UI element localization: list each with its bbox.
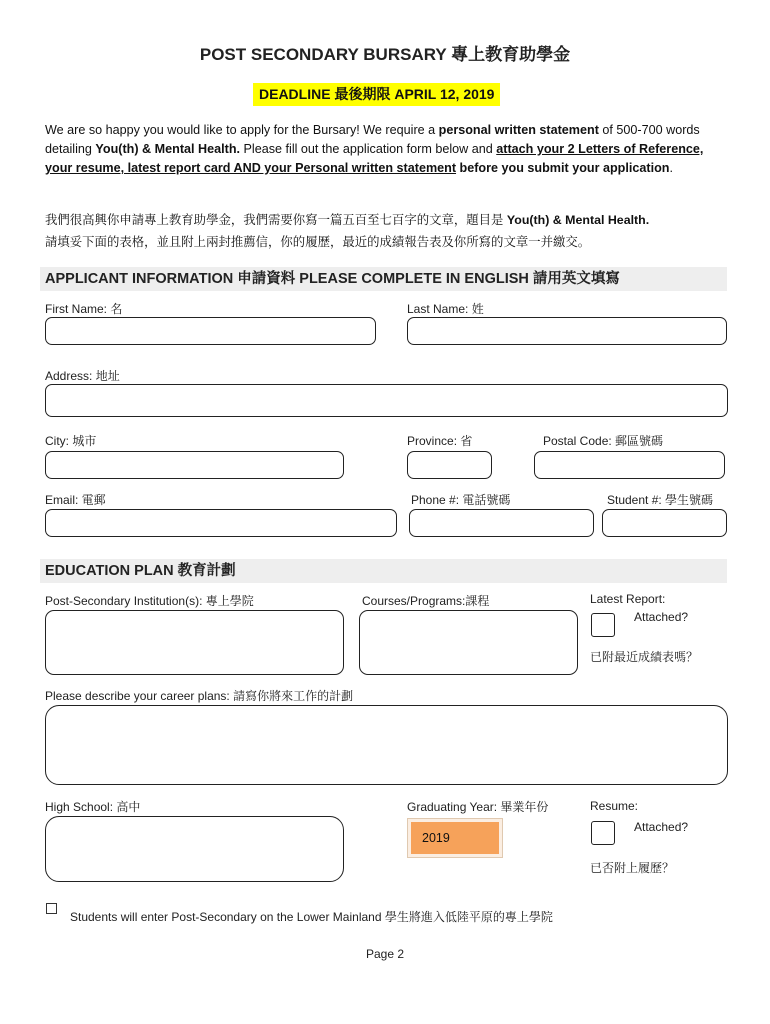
latest-report-checkbox[interactable] <box>591 613 615 637</box>
graduating-year-value: 2019 <box>411 822 499 854</box>
resume-chinese-label: 已否附上履歷？ <box>590 861 675 875</box>
intro-text: . <box>669 161 673 175</box>
institution-field[interactable] <box>45 610 344 675</box>
intro-paragraph <box>45 121 727 178</box>
city-label: City: 城市 <box>45 434 97 448</box>
phone-label: Phone #: 電話號碼 <box>411 493 511 507</box>
intro-bold-statement: personal written statement <box>438 123 599 137</box>
intro-bold-submit: before you submit your application <box>456 161 670 175</box>
email-label: Email: 電郵 <box>45 493 106 507</box>
deadline-banner: DEADLINE 最後期限 APRIL 12, 2019 <box>253 83 500 106</box>
mainland-label: Students will enter Post-Secondary on the Lower Mainland 學生將進入低陸平原的專上學院 <box>70 910 553 924</box>
first-name-label: First Name: 名 <box>45 302 123 316</box>
chinese-text: 我們很高興你申請專上教育助學金，我們需要你寫一篇五百至七百字的文章，題目是 <box>45 213 507 227</box>
latest-report-label: Latest Report: <box>590 592 666 606</box>
address-label: Address: 地址 <box>45 369 120 383</box>
page-number: Page 2 <box>365 947 405 961</box>
latest-report-chinese-label: 已附最近成績表嗎？ <box>590 650 699 664</box>
email-field[interactable] <box>45 509 397 537</box>
education-section-title: EDUCATION PLAN 教育計劃 <box>45 563 236 579</box>
education-section-header <box>40 559 727 583</box>
mainland-checkbox[interactable] <box>46 903 57 914</box>
graduating-year-label: Graduating Year: 畢業年份 <box>407 800 549 814</box>
chinese-line-1 <box>45 209 735 231</box>
intro-text: of 500-700 words detailing <box>45 123 700 156</box>
address-field[interactable] <box>45 384 728 417</box>
graduating-year-field[interactable] <box>407 818 503 858</box>
resume-checkbox[interactable] <box>591 821 615 845</box>
resume-label: Resume: <box>590 799 639 813</box>
postal-code-field[interactable] <box>534 451 725 479</box>
career-plans-label: Please describe your career plans: 請寫你將來工作的計劃 <box>45 689 354 703</box>
province-field[interactable] <box>407 451 492 479</box>
resume-attached-label: Attached? <box>634 820 689 834</box>
intro-bold-topic: You(th) & Mental Health. <box>95 142 241 156</box>
applicant-section-header <box>40 267 727 291</box>
chinese-line-2: 請填妥下面的表格，並且附上兩封推薦信，你的履歷，最近的成績報告表及你所寫的文章一并繳交。 <box>45 235 591 249</box>
city-field[interactable] <box>45 451 344 479</box>
latest-report-attached-label: Attached? <box>634 610 689 624</box>
student-number-field[interactable] <box>602 509 727 537</box>
institution-label: Post-Secondary Institution(s): 專上學院 <box>45 594 254 608</box>
intro-text: Please fill out the application form below and <box>240 142 497 156</box>
high-school-field[interactable] <box>45 816 344 882</box>
student-number-label: Student #: 學生號碼 <box>607 493 714 507</box>
courses-field[interactable] <box>359 610 578 675</box>
high-school-label: High School: 高中 <box>45 800 141 814</box>
chinese-paragraph <box>45 209 735 253</box>
first-name-field[interactable] <box>45 317 376 345</box>
career-plans-field[interactable] <box>45 705 728 785</box>
last-name-field[interactable] <box>407 317 727 345</box>
applicant-section-title: APPLICANT INFORMATION 申請資料 PLEASE COMPLETE IN ENGLISH 請用英文填寫 <box>45 271 620 287</box>
postal-code-label: Postal Code: 郵區號碼 <box>543 434 664 448</box>
chinese-bold-topic: You(th) & Mental Health. <box>506 213 650 227</box>
province-label: Province: 省 <box>407 434 473 448</box>
courses-label: Courses/Programs:課程 <box>362 594 490 608</box>
last-name-label: Last Name: 姓 <box>407 302 484 316</box>
form-title: POST SECONDARY BURSARY 專上教育助學金 <box>199 45 571 64</box>
intro-attach-requirements: attach your 2 Letters of Reference, your resume, latest report card AND your Personal written statement <box>45 142 704 175</box>
phone-field[interactable] <box>409 509 594 537</box>
intro-text: We are so happy you would like to apply for the Bursary! We require a <box>45 123 439 137</box>
